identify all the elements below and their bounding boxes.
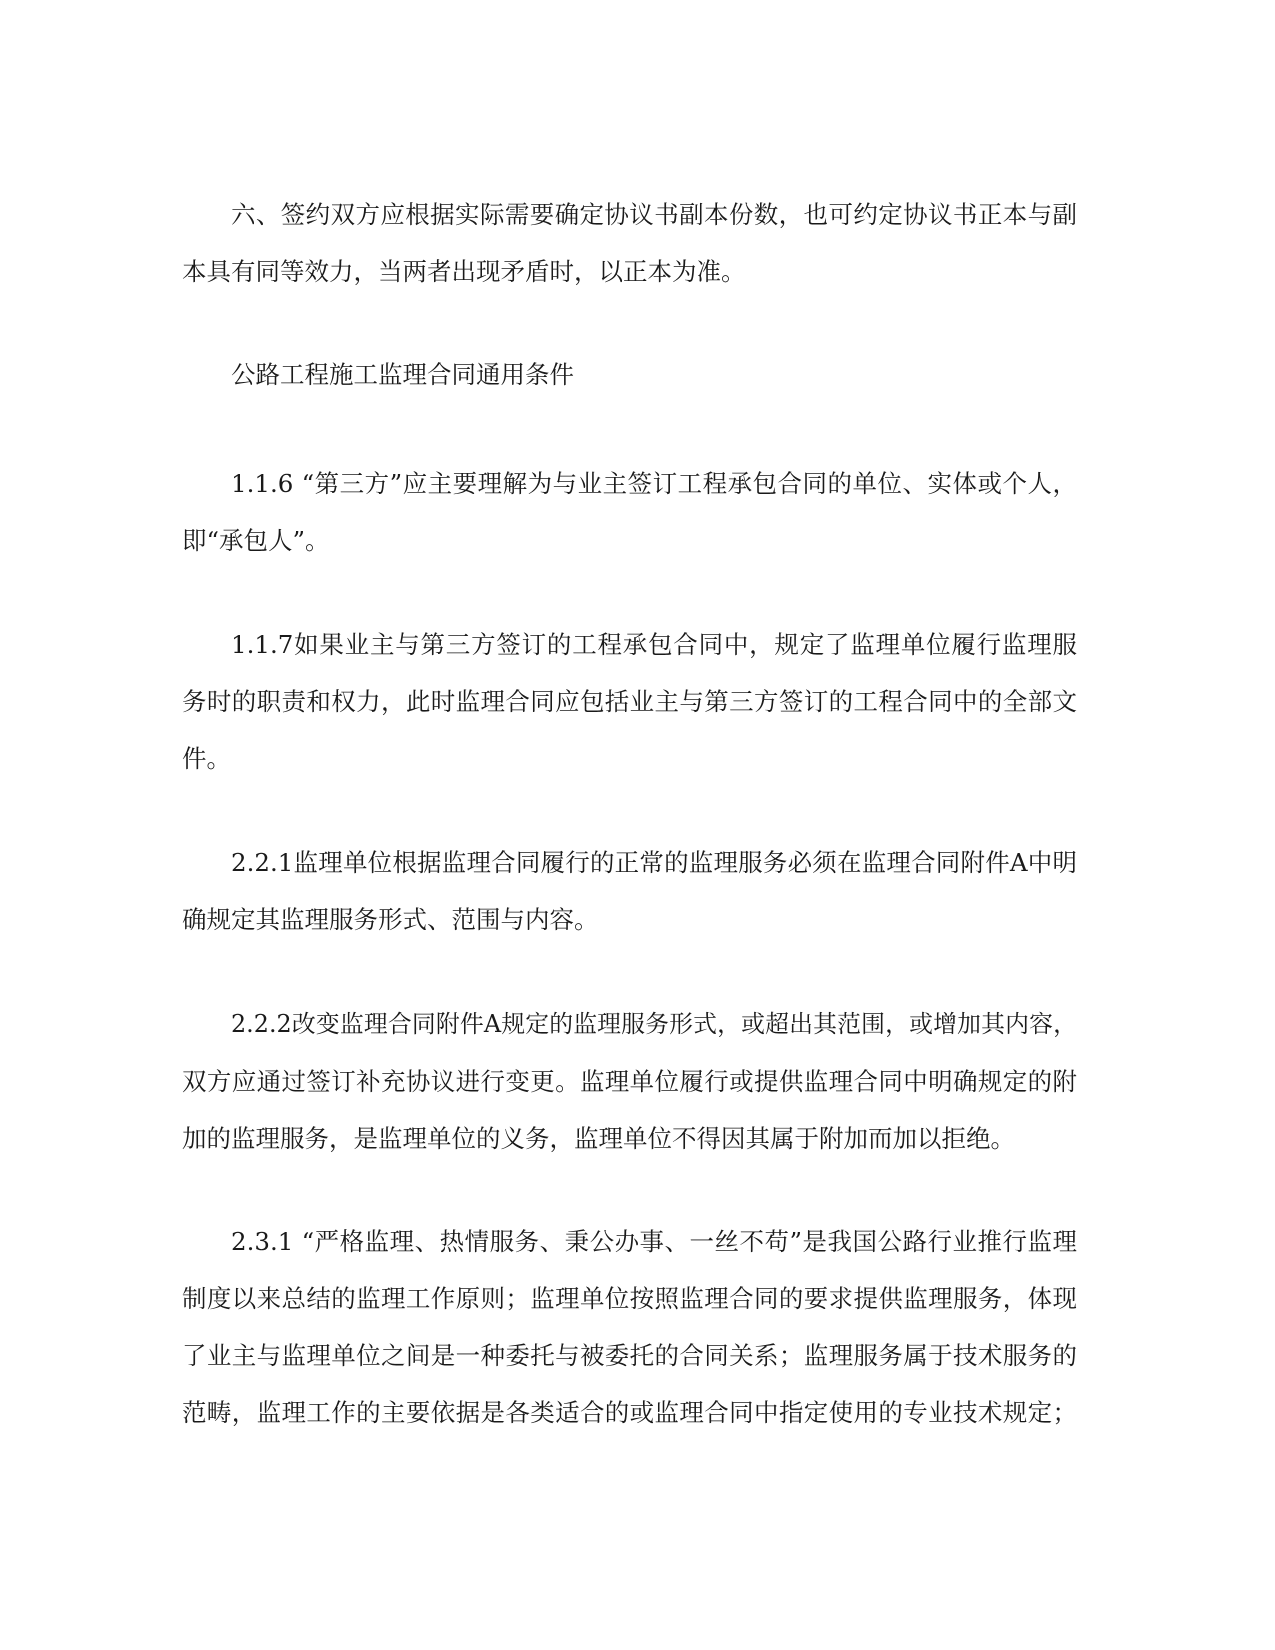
text-line: 2.2.1监理单位根据监理合同履行的正常的监理服务必须在监理合同附件A中明 (231, 848, 1077, 877)
paragraph-six (182, 186, 1077, 300)
text-line: 了业主与监理单位之间是一种委托与被委托的合同关系；监理服务属于技术服务的 (182, 1341, 1077, 1370)
text-line: 本具有同等效力，当两者出现矛盾时，以正本为准。 (182, 257, 746, 286)
text-line: 1.1.7如果业主与第三方签订的工程承包合同中，规定了监理单位履行监理服 (231, 630, 1077, 659)
section-title: 公路工程施工监理合同通用条件 (231, 360, 574, 389)
clause-1-1-7 (182, 616, 1077, 787)
clause-2-3-1 (182, 1213, 1077, 1441)
text-line: 件。 (182, 744, 231, 773)
text-line: 即“承包人”。 (182, 526, 330, 555)
text-line: 范畴，监理工作的主要依据是各类适合的或监理合同中指定使用的专业技术规定； (182, 1398, 1077, 1427)
text-line: 2.2.2改变监理合同附件A规定的监理服务形式，或超出其范围，或增加其内容， (231, 1010, 1077, 1038)
text-line: 六、签约双方应根据实际需要确定协议书副本份数，也可约定协议书正本与副 (231, 200, 1077, 229)
text-line: 加的监理服务，是监理单位的义务，监理单位不得因其属于附加而加以拒绝。 (182, 1124, 1015, 1153)
clause-1-1-6 (182, 455, 1077, 569)
text-line: 确规定其监理服务形式、范围与内容。 (182, 905, 599, 934)
clause-2-2-1 (182, 834, 1077, 948)
section-heading (182, 346, 1077, 403)
text-line: 1.1.6 “第三方”应主要理解为与业主签订工程承包合同的单位、实体或个人， (231, 469, 1077, 498)
text-line: 制度以来总结的监理工作原则；监理单位按照监理合同的要求提供监理服务，体现 (182, 1284, 1077, 1313)
text-line: 双方应通过签订补充协议进行变更。监理单位履行或提供监理合同中明确规定的附 (182, 1067, 1077, 1096)
clause-2-2-2 (182, 996, 1077, 1167)
text-line: 2.3.1 “严格监理、热情服务、秉公办事、一丝不苟”是我国公路行业推行监理 (231, 1227, 1077, 1256)
text-line: 务时的职责和权力，此时监理合同应包括业主与第三方签订的工程合同中的全部文 (182, 687, 1077, 716)
